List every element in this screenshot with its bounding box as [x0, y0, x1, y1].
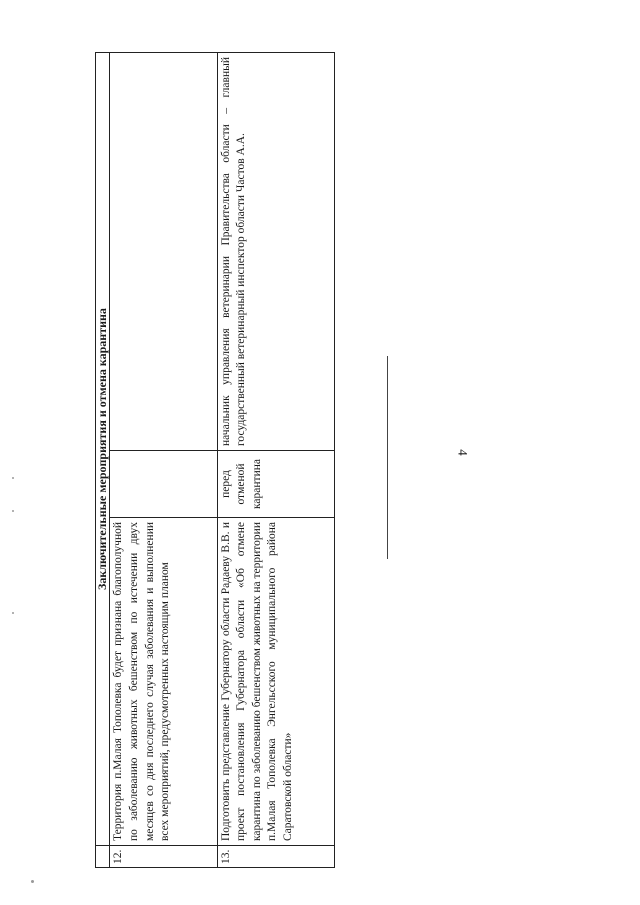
table-row [217, 53, 334, 868]
term-text [110, 451, 217, 518]
responsible-text [110, 53, 217, 451]
section-heading: Заключительные мероприятия и отмена карантина [96, 53, 110, 846]
table-row [110, 53, 217, 868]
term-text: перед отменой карантина [217, 451, 334, 518]
measure-text: Подготовить представление Губернатору области Радаеву В.В. и проект постановления Губернатора области «Об отмене карантина по заболеванию бешенством животных на территории п.Малая Тополевка Энгельсского муниципального района Саратовской области» [217, 518, 334, 846]
scan-speck [12, 612, 14, 614]
row-number: 12. [110, 846, 217, 868]
measures-table [95, 52, 335, 868]
horizontal-rule [387, 356, 388, 559]
table-rotated-container [95, 53, 335, 868]
measure-text: Территория п.Малая Тополевка будет признана благополучной по заболеванию животных бешенством по истечении двух месяцев со дня последнего случая заболевания и выполнении всех мероприятий, предусмотренных настоящим планом [110, 518, 217, 846]
scan-speck [12, 510, 14, 512]
scan-speck [31, 880, 34, 883]
row-number: 13. [217, 846, 334, 868]
section-heading-row [96, 53, 110, 868]
page-number: 4 [455, 449, 471, 456]
scan-speck [12, 477, 14, 479]
responsible-text: начальник управления ветеринарии Правительства области – главный государственный ветеринарный инспектор области Частов А.А. [217, 53, 334, 451]
